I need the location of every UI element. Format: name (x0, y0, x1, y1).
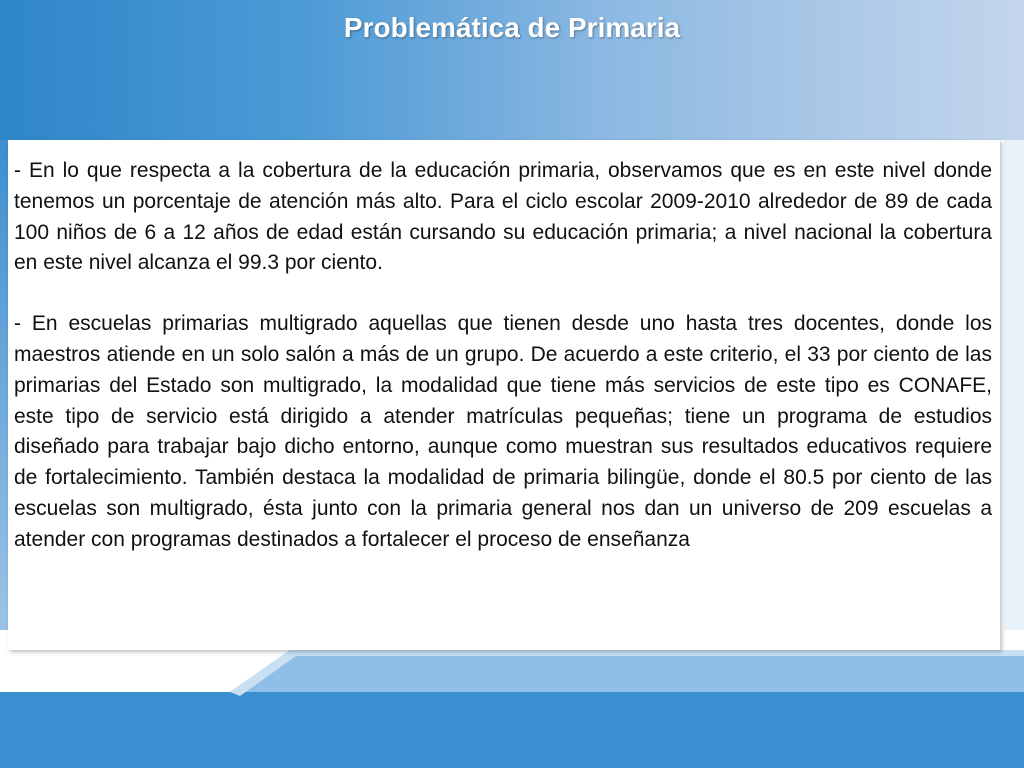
body-text (14, 156, 992, 556)
paragraph-multigrado: - En escuelas primarias multigrado aquellas que tienen desde uno hasta tres docentes, donde los maestros atiende en un solo salón a más de un grupo. De acuerdo a este criterio, el 33 por ciento de las primarias del Estado son multigrado, la modalidad que tiene más servicios de este tipo es CONAFE, este tipo de servicio está dirigido a atender matrículas pequeñas; tiene un programa de estudios diseñado para trabajar bajo dicho entorno, aunque como muestran sus resultados educativos requiere de fortalecimiento. También destaca la modalidad de primaria bilingüe, donde el 80.5 por ciento de las escuelas son multigrado, ésta junto con la primaria general nos dan un universo de 209 escuelas a atender con programas destinados a fortalecer el proceso de enseñanza (14, 312, 992, 551)
paragraph-cobertura: - En lo que respecta a la cobertura de la educación primaria, observamos que es en este nivel donde tenemos un porcentaje de atención más alto. Para el ciclo escolar 2009-2010 alrededor de 89 de cada 100 niños de 6 a 12 años de edad están cursando su educación primaria; a nivel nacional la cobertura en este nivel alcanza el 99.3 por ciento. (14, 159, 992, 275)
right-decor-strip (1004, 140, 1024, 630)
footer-swoosh (0, 650, 1024, 692)
footer-bar (0, 692, 1024, 768)
left-decor-strip (0, 140, 8, 630)
slide-title: Problemática de Primaria (343, 12, 681, 43)
